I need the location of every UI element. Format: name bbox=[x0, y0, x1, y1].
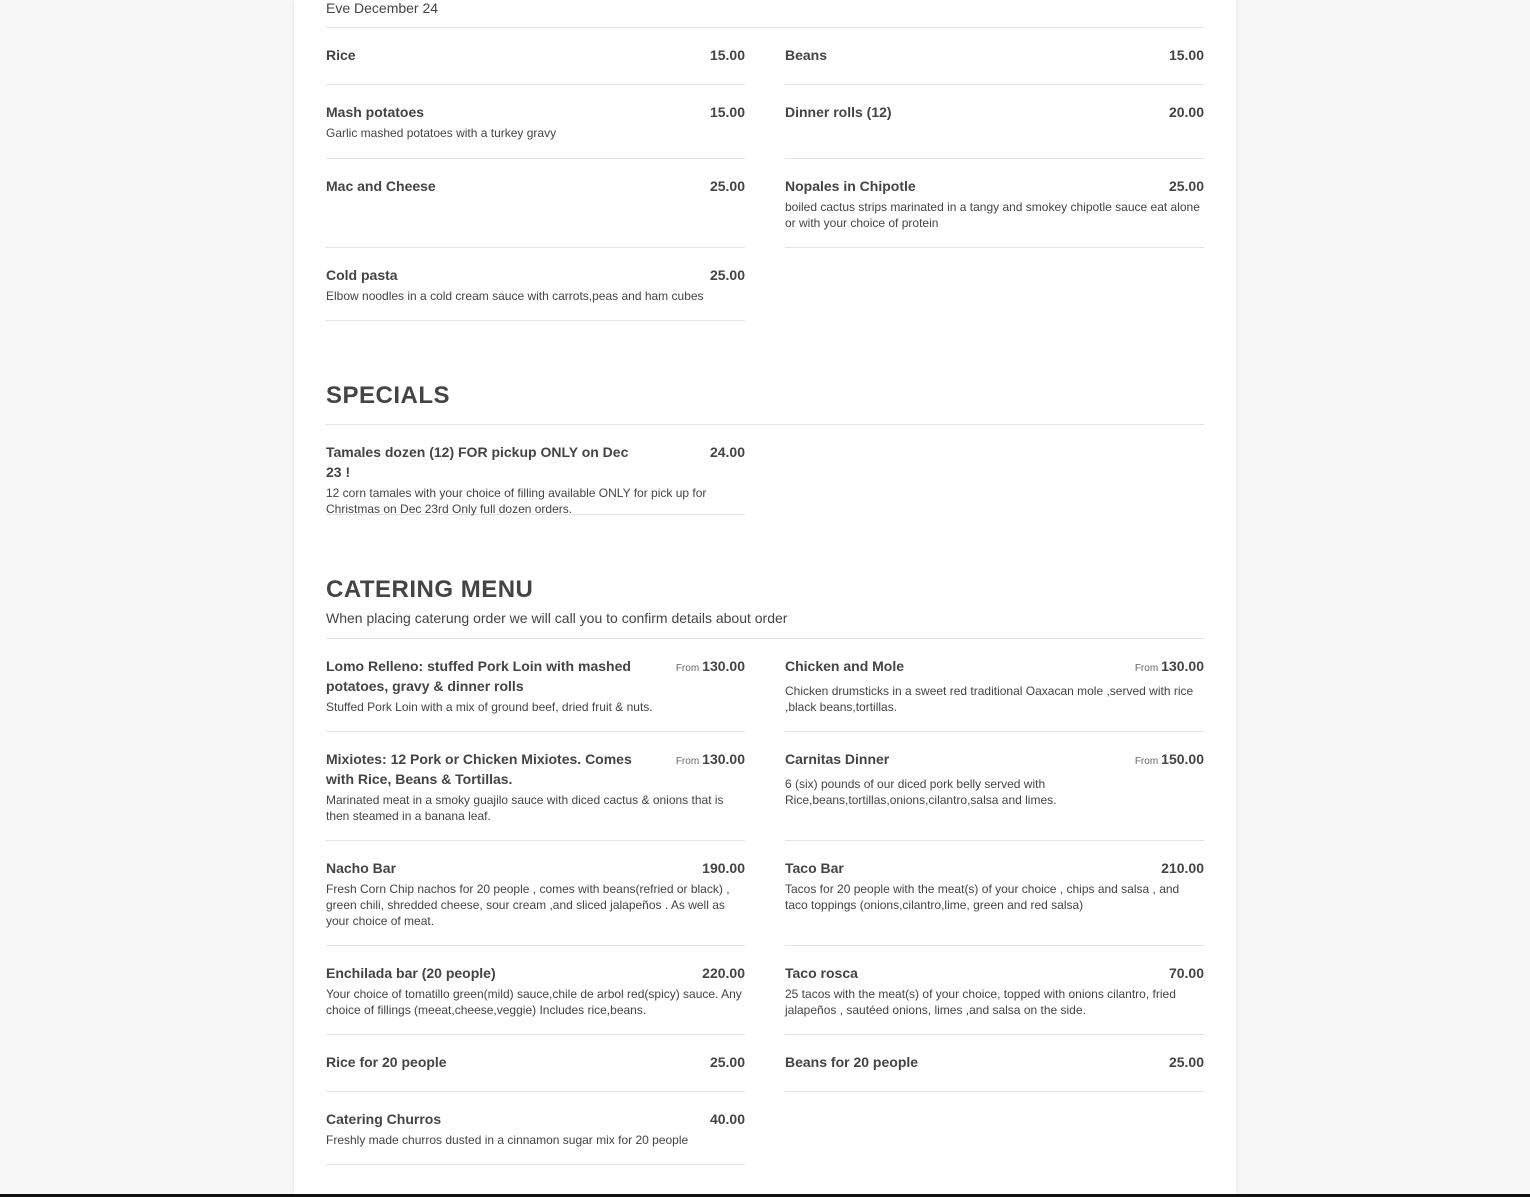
item-price: 25.00 bbox=[1168, 1054, 1204, 1070]
item-price: 25.00 bbox=[709, 267, 745, 283]
item-description: boiled cactus strips marinated in a tangy and smokey chipotle sauce eat alone or with your choice of protein bbox=[785, 200, 1200, 230]
menu-item[interactable] bbox=[785, 841, 1204, 946]
item-price: 220.00 bbox=[702, 965, 745, 981]
menu-item[interactable] bbox=[326, 28, 745, 85]
item-description: Stuffed Pork Loin with a mix of ground beef, dried fruit & nuts. bbox=[326, 700, 653, 714]
from-label: From bbox=[675, 663, 700, 674]
item-name: Mixiotes: 12 Pork or Chicken Mixiotes. Comes with Rice, Beans & Tortillas. bbox=[326, 751, 632, 787]
item-description: Marinated meat in a smoky guajilo sauce with diced cactus & onions that is then steamed in a banana leaf. bbox=[326, 793, 724, 823]
menu-item[interactable] bbox=[326, 946, 745, 1035]
item-name: Taco rosca bbox=[785, 965, 858, 981]
item-name: Carnitas Dinner bbox=[785, 751, 890, 767]
catering-grid bbox=[326, 639, 1204, 1165]
menu-panel bbox=[294, 0, 1236, 1194]
specials-header bbox=[326, 381, 1204, 425]
from-label: From bbox=[1134, 756, 1159, 767]
item-price: From 130.00 bbox=[675, 751, 745, 767]
item-name: Taco Bar bbox=[785, 860, 844, 876]
empty-cell bbox=[785, 248, 1204, 321]
item-description: Chicken drumsticks in a sweet red traditional Oaxacan mole ,served with rice ,black beans,tortillas. bbox=[785, 684, 1194, 714]
menu-item[interactable] bbox=[785, 732, 1204, 841]
menu-item[interactable] bbox=[785, 946, 1204, 1035]
menu-item[interactable] bbox=[326, 425, 745, 515]
menu-item[interactable] bbox=[326, 732, 745, 841]
item-description: 25 tacos with the meat(s) of your choice, topped with onions cilantro, fried jalapeños , sautéed onions, limes ,and salsa on the side. bbox=[785, 987, 1176, 1017]
menu-item[interactable] bbox=[785, 159, 1204, 248]
item-description: 6 (six) pounds of our diced pork belly served with Rice,beans,tortillas,onions,cilantro,salsa and limes. bbox=[785, 777, 1057, 807]
item-name: Beans bbox=[785, 47, 828, 63]
section-subtitle: When placing caterung order we will call you to confirm details about order bbox=[326, 610, 788, 626]
specials-grid bbox=[326, 425, 1204, 515]
item-name: Lomo Relleno: stuffed Pork Loin with mashed potatoes, gravy & dinner rolls bbox=[326, 658, 631, 694]
item-name: Enchilada bar (20 people) bbox=[326, 965, 496, 981]
menu-item[interactable] bbox=[326, 841, 745, 946]
item-name: Chicken and Mole bbox=[785, 658, 905, 674]
item-price: 15.00 bbox=[709, 104, 745, 120]
section-title: CATERING MENU bbox=[326, 576, 534, 603]
item-name: Nacho Bar bbox=[326, 860, 397, 876]
item-price: 25.00 bbox=[709, 1054, 745, 1070]
menu-item[interactable] bbox=[326, 85, 745, 159]
catering-header bbox=[326, 575, 1204, 639]
item-price: 24.00 bbox=[709, 444, 745, 460]
menu-item[interactable] bbox=[785, 28, 1204, 85]
item-price: 70.00 bbox=[1168, 965, 1204, 981]
item-name: Beans for 20 people bbox=[785, 1054, 919, 1070]
item-description: Tacos for 20 people with the meat(s) of your choice , chips and salsa , and taco toppings (onions,cilantro,lime, green and red salsa) bbox=[785, 882, 1180, 912]
menu-item[interactable] bbox=[326, 639, 745, 732]
item-description: Elbow noodles in a cold cream sauce with carrots,peas and ham cubes bbox=[326, 289, 704, 303]
menu-item[interactable] bbox=[785, 1035, 1204, 1092]
section-title: SPECIALS bbox=[326, 382, 451, 409]
item-name: Tamales dozen (12) FOR pickup ONLY on Dec 23 ! bbox=[326, 444, 629, 480]
previous-item-desc-tail: Eve December 24 bbox=[326, 0, 1204, 28]
item-name: Mash potatoes bbox=[326, 104, 425, 120]
item-price: 40.00 bbox=[709, 1111, 745, 1127]
item-price: 210.00 bbox=[1161, 860, 1204, 876]
item-name: Mac and Cheese bbox=[326, 178, 436, 194]
menu-item[interactable] bbox=[326, 1092, 745, 1165]
menu-item[interactable] bbox=[326, 248, 745, 321]
item-description: Fresh Corn Chip nachos for 20 people , comes with beans(refried or black) , green chili, shredded cheese, sour cream ,and sliced jalapeños . As well as your choice of meat. bbox=[326, 882, 730, 928]
item-description: Garlic mashed potatoes with a turkey gravy bbox=[326, 126, 557, 140]
item-description: Your choice of tomatillo green(mild) sauce,chile de arbol red(spicy) sauce. Any choice of fillings (meeat,cheese,veggie) Includes rice,beans. bbox=[326, 987, 742, 1017]
item-name: Rice bbox=[326, 47, 356, 63]
item-price: From 130.00 bbox=[675, 658, 745, 674]
item-price: 25.00 bbox=[1168, 178, 1204, 194]
menu-item[interactable] bbox=[785, 85, 1204, 159]
item-price: From 130.00 bbox=[1134, 658, 1204, 674]
item-price: 15.00 bbox=[709, 47, 745, 63]
section-gap bbox=[326, 321, 1204, 381]
item-name: Rice for 20 people bbox=[326, 1054, 447, 1070]
item-price: 20.00 bbox=[1168, 104, 1204, 120]
item-price: 25.00 bbox=[709, 178, 745, 194]
menu-item[interactable] bbox=[326, 159, 745, 248]
item-name: Catering Churros bbox=[326, 1111, 442, 1127]
section-gap bbox=[326, 515, 1204, 575]
empty-cell bbox=[785, 1092, 1204, 1165]
item-description: Freshly made churros dusted in a cinnamon sugar mix for 20 people bbox=[326, 1133, 689, 1147]
item-name: Dinner rolls (12) bbox=[785, 104, 892, 120]
sides-grid bbox=[326, 28, 1204, 321]
from-label: From bbox=[675, 756, 700, 767]
from-label: From bbox=[1134, 663, 1159, 674]
item-description: 12 corn tamales with your choice of filling available ONLY for pick up for Christmas on Dec 23rd Only full dozen orders. bbox=[326, 486, 707, 516]
item-price: 15.00 bbox=[1168, 47, 1204, 63]
menu-item[interactable] bbox=[326, 1035, 745, 1092]
item-name: Cold pasta bbox=[326, 267, 398, 283]
item-name: Nopales in Chipotle bbox=[785, 178, 916, 194]
item-price: 190.00 bbox=[702, 860, 745, 876]
item-price: From 150.00 bbox=[1134, 751, 1204, 767]
menu-item[interactable] bbox=[785, 639, 1204, 732]
menu-content bbox=[326, 0, 1204, 1165]
